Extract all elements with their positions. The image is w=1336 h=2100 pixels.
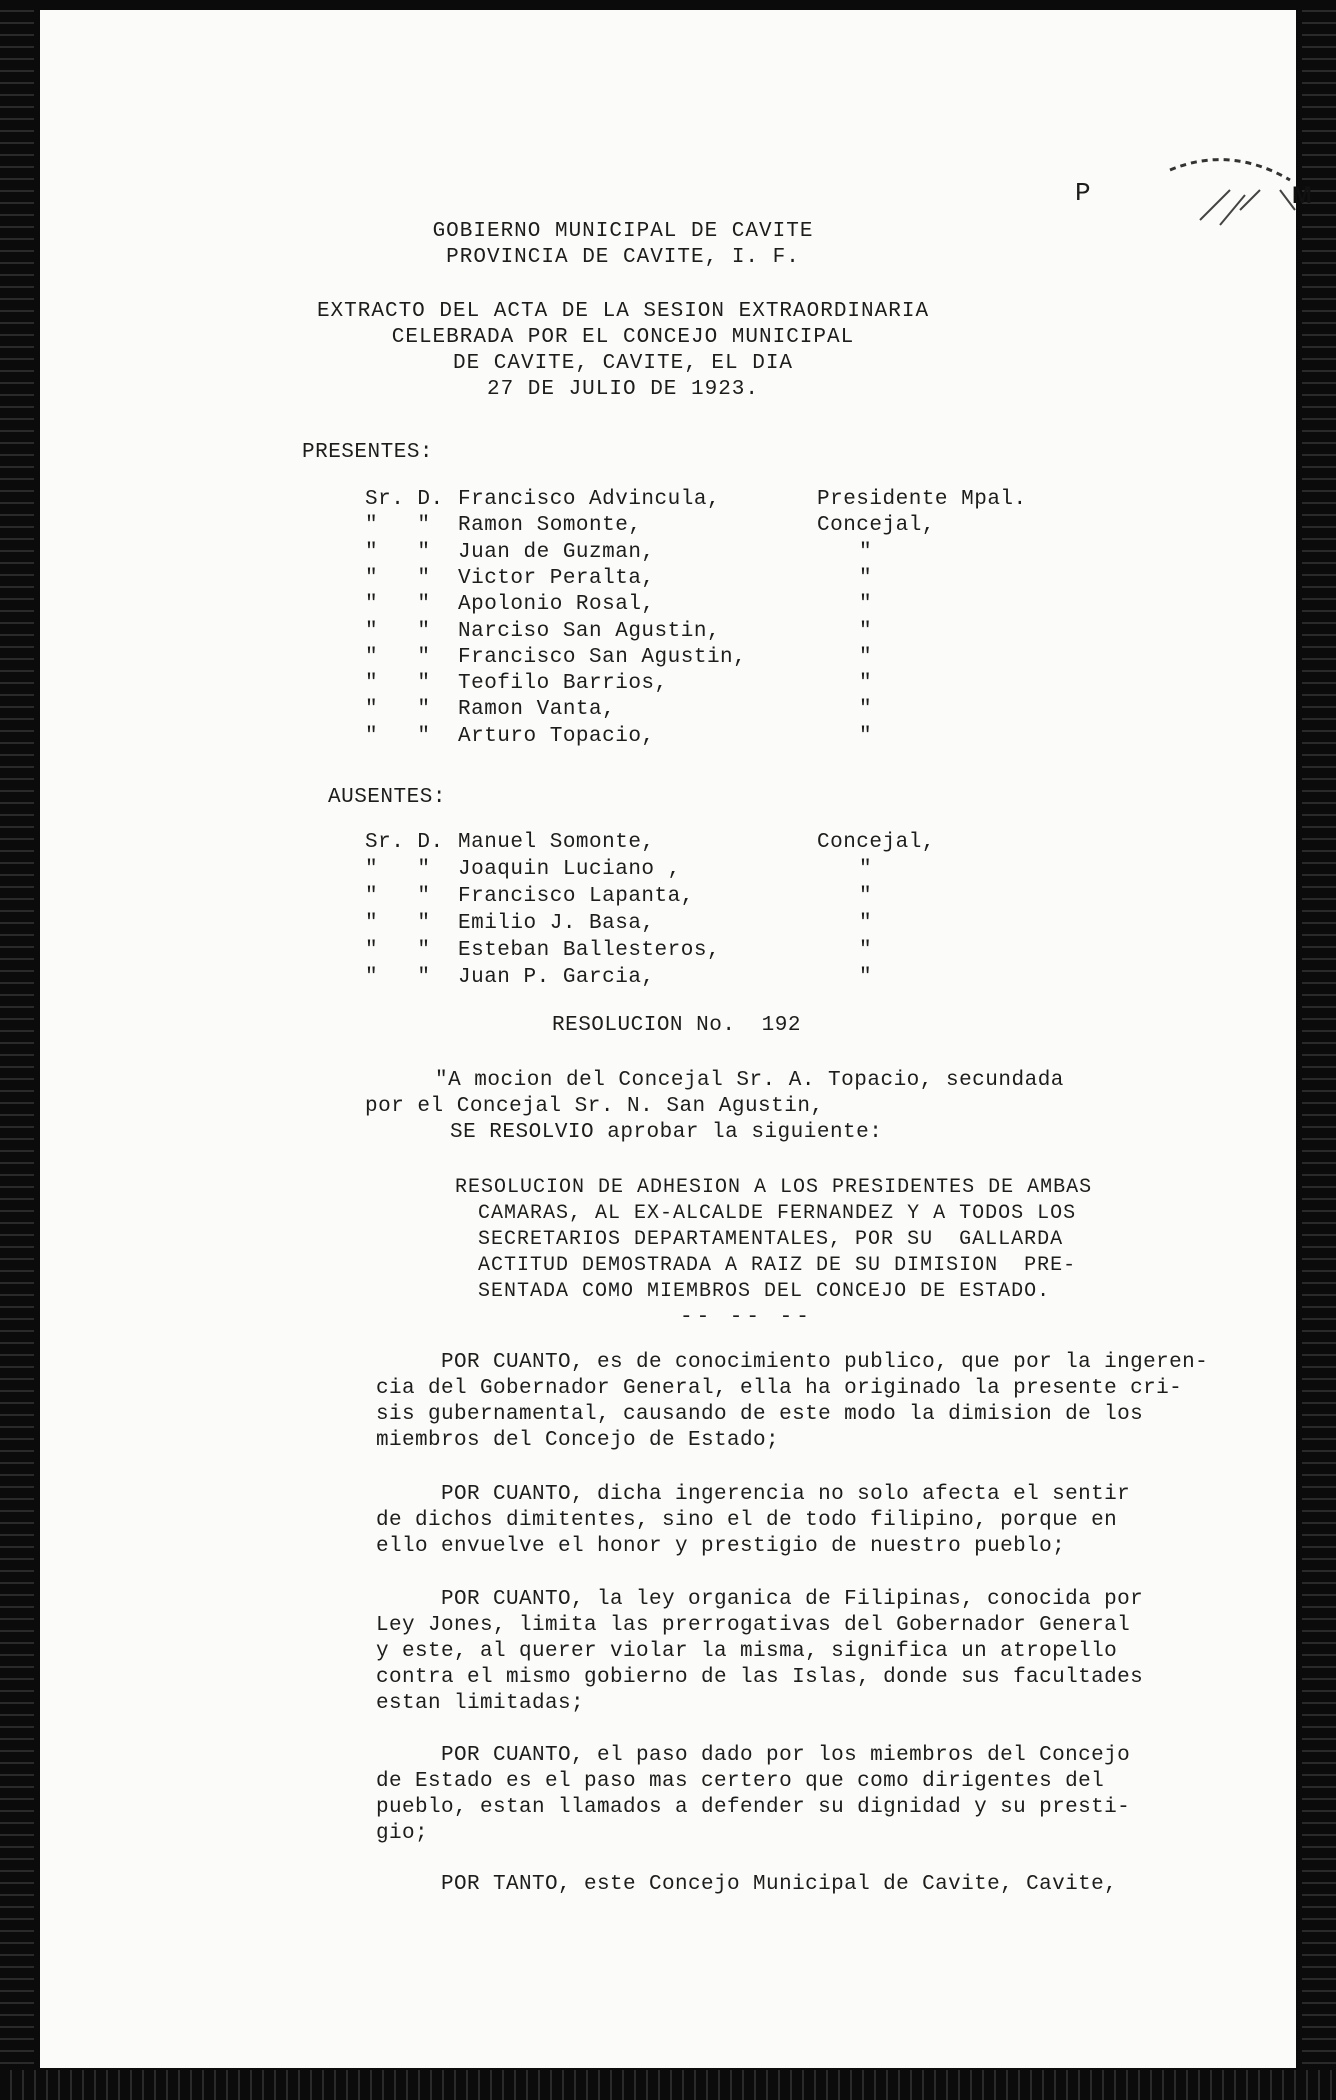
ausente-name: Emilio J. Basa, (458, 912, 655, 935)
paragraph-4-line: gio; (376, 1822, 429, 1845)
presente-role: " (859, 619, 873, 643)
header-line-4: CELEBRADA POR EL CONCEJO MUNICIPAL (391, 326, 855, 349)
header-line-5: DE CAVITE, CAVITE, EL DIA (452, 352, 794, 375)
document-page (40, 10, 1312, 2068)
resolution-title-2: CAMARAS, AL EX-ALCALDE FERNANDEZ Y A TODOS LOS (478, 1202, 1077, 1225)
header-line-3: EXTRACTO DEL ACTA DE LA SESION EXTRAORDINARIA (316, 300, 930, 323)
paragraph-1-line: sis gubernamental, causando de este modo la dimision de los (376, 1403, 1144, 1426)
presente-role: " (859, 540, 873, 564)
presente-prefix: " " (365, 724, 431, 748)
paragraph-4-line: de Estado es el paso mas certero que como dirigentes del (376, 1770, 1105, 1793)
paragraph-3-line: estan limitadas; (376, 1692, 585, 1715)
presente-prefix: " " (365, 514, 431, 538)
paragraph-4-line: POR CUANTO, el paso dado por los miembros del Concejo (376, 1744, 1131, 1767)
ausente-prefix: " " (365, 939, 431, 962)
paragraph-2-line: de dichos dimitentes, sino el de todo filipino, porque en (376, 1509, 1118, 1532)
paragraph-1-line: miembros del Concejo de Estado; (376, 1429, 780, 1452)
paragraph-2-line: POR CUANTO, dicha ingerencia no solo afecta el sentir (376, 1483, 1131, 1506)
ausente-role: Concejal, (817, 831, 935, 854)
paragraph-3-line: contra el mismo gobierno de las Islas, donde sus facultades (376, 1666, 1144, 1689)
ausente-name: Francisco Lapanta, (458, 885, 694, 908)
ausente-prefix: " " (365, 858, 431, 881)
ausente-role: " (859, 939, 873, 962)
motion-line-1: "A mocion del Concejal Sr. A. Topacio, secundada (435, 1069, 1064, 1092)
paragraph-2-line: ello envuelve el honor y prestigio de nuestro pueblo; (376, 1535, 1066, 1558)
paragraph-3-line: POR CUANTO, la ley organica de Filipinas, conocida por (376, 1588, 1144, 1611)
presente-role: " (859, 672, 873, 696)
header-line-1: GOBIERNO MUNICIPAL DE CAVITE (432, 220, 814, 243)
presente-prefix: " " (365, 566, 431, 590)
presente-role: Presidente Mpal. (817, 488, 1027, 511)
ausente-role: " (859, 966, 873, 989)
ausente-prefix: " " (365, 966, 431, 989)
presente-name: Ramon Vanta, (458, 698, 616, 722)
presente-prefix: " " (365, 645, 431, 669)
ausente-name: Joaquin Luciano , (458, 858, 681, 881)
paragraph-4-line: pueblo, estan llamados a defender su dignidad y su presti- (376, 1796, 1131, 1819)
ausentes-heading: AUSENTES: (328, 786, 446, 809)
presente-name: Teofilo Barrios, (458, 672, 668, 696)
paragraph-3-line: Ley Jones, limita las prerrogativas del Gobernador General (376, 1614, 1131, 1637)
ausente-name: Esteban Ballesteros, (458, 939, 721, 962)
stamp-p-mark: P (1075, 178, 1091, 208)
resolution-title-5: SENTADA COMO MIEMBROS DEL CONCEJO DE ESTADO. (478, 1280, 1051, 1303)
presente-name: Juan de Guzman, (458, 540, 655, 564)
resolution-number: RESOLUCION No. 192 (552, 1014, 801, 1037)
paragraph-5-line: POR TANTO, este Concejo Municipal de Cavite, Cavite, (376, 1873, 1118, 1896)
film-edge-bottom (0, 2070, 1336, 2100)
presente-role: " (859, 645, 873, 669)
presente-name: Apolonio Rosal, (458, 593, 655, 617)
motion-line-3: SE RESOLVIO aprobar la siguiente: (450, 1121, 883, 1144)
film-edge-right (1302, 0, 1336, 2100)
presente-prefix: " " (365, 698, 431, 722)
presente-role: Concejal, (817, 514, 935, 538)
ausente-prefix: " " (365, 885, 431, 908)
ausente-role: " (859, 912, 873, 935)
presente-prefix: " " (365, 672, 431, 696)
presente-name: Narciso San Agustin, (458, 619, 721, 643)
presente-name: Victor Peralta, (458, 566, 655, 590)
ausente-role: " (859, 885, 873, 908)
presente-role: " (859, 698, 873, 722)
paragraph-1-line: POR CUANTO, es de conocimiento publico, que por la ingeren- (376, 1351, 1209, 1374)
presente-prefix: " " (365, 619, 431, 643)
ausente-prefix: Sr. D. (365, 831, 444, 854)
header-line-6: 27 DE JULIO DE 1923. (486, 378, 760, 401)
presente-prefix: " " (365, 540, 431, 564)
paragraph-3-line: y este, al querer violar la misma, significa un atropello (376, 1640, 1118, 1663)
ausente-prefix: " " (365, 912, 431, 935)
presente-role: " (859, 593, 873, 617)
resolution-title-1: RESOLUCION DE ADHESION A LOS PRESIDENTES DE AMBAS (455, 1176, 1093, 1199)
ausente-role: " (859, 858, 873, 881)
presente-name: Arturo Topacio, (458, 724, 655, 748)
paragraph-1-line: cia del Gobernador General, ella ha originado la presente cri- (376, 1377, 1183, 1400)
presentes-heading: PRESENTES: (302, 441, 434, 464)
ausente-name: Juan P. Garcia, (458, 966, 655, 989)
presente-role: " (859, 724, 873, 748)
presente-prefix: " " (365, 593, 431, 617)
header-line-2: PROVINCIA DE CAVITE, I. F. (446, 246, 800, 269)
resolution-title-3: SECRETARIOS DEPARTAMENTALES, POR SU GALLARDA (478, 1228, 1064, 1251)
presente-name: Francisco Advincula, (458, 488, 721, 511)
resolution-title-4: ACTITUD DEMOSTRADA A RAIZ DE SU DIMISION PRE- (478, 1254, 1077, 1277)
presente-role: " (859, 566, 873, 590)
stamp-m-mark: M (1292, 182, 1312, 209)
ausente-name: Manuel Somonte, (458, 831, 655, 854)
presente-name: Ramon Somonte, (458, 514, 642, 538)
presente-prefix: Sr. D. (365, 488, 444, 511)
resolution-title-dashes: -- -- -- (680, 1306, 813, 1329)
motion-line-2: por el Concejal Sr. N. San Agustin, (365, 1095, 824, 1118)
presente-name: Francisco San Agustin, (458, 645, 747, 669)
